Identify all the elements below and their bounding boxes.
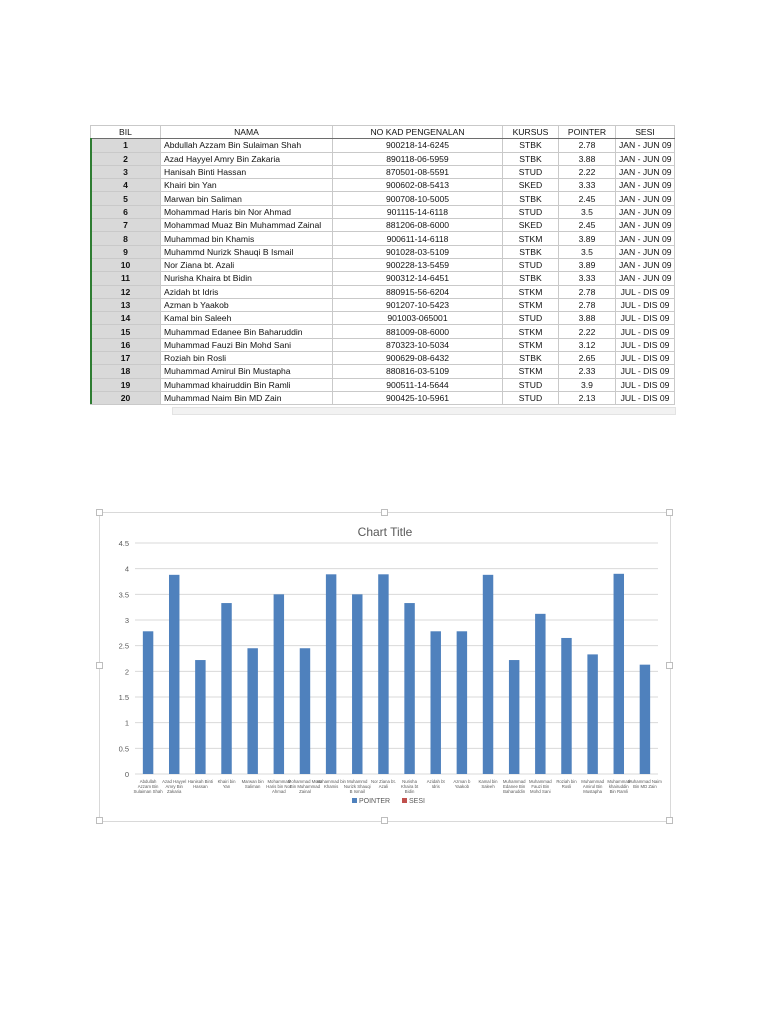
- x-category-label: Muhammd Nurizk Shauqi B Ismail: [343, 779, 371, 794]
- bar-pointer: [300, 648, 310, 774]
- cell-pointer[interactable]: 2.45: [559, 219, 616, 232]
- cell-nama[interactable]: Azidah bt Idris: [161, 285, 333, 298]
- x-category-label: Khairi bin Yan: [217, 779, 236, 789]
- cell-pointer[interactable]: 2.78: [559, 139, 616, 152]
- cell-kursus[interactable]: STUD: [503, 391, 559, 404]
- resize-handle-bottom-left[interactable]: [96, 817, 103, 824]
- header-no-kad[interactable]: NO KAD PENGENALAN: [333, 126, 503, 139]
- cell-bil[interactable]: 2: [91, 152, 161, 165]
- bar-pointer: [326, 574, 336, 774]
- y-tick-label: 3: [124, 616, 129, 625]
- cell-nama[interactable]: Azman b Yaakob: [161, 298, 333, 311]
- table-row: [91, 298, 675, 311]
- resize-handle-bottom[interactable]: [381, 817, 388, 824]
- cell-sesi[interactable]: JUL - DIS 09: [616, 298, 675, 311]
- cell-pointer[interactable]: 2.78: [559, 285, 616, 298]
- cell-bil[interactable]: 15: [91, 325, 161, 338]
- cell-bil[interactable]: 14: [91, 312, 161, 325]
- y-tick-label: 4: [124, 564, 129, 574]
- cell-bil[interactable]: 12: [91, 285, 161, 298]
- cell-nama[interactable]: Mohammad Haris bin Nor Ahmad: [161, 205, 333, 218]
- cell-kursus[interactable]: STUD: [503, 378, 559, 391]
- table-row: [91, 179, 675, 192]
- x-category-label: Hanisah Binti Hassan: [187, 779, 214, 789]
- cell-bil[interactable]: 13: [91, 298, 161, 311]
- cell-pointer[interactable]: 3.9: [559, 378, 616, 391]
- cell-sesi[interactable]: JAN - JUN 09: [616, 205, 675, 218]
- cell-bil[interactable]: 9: [91, 245, 161, 258]
- cell-nama[interactable]: Roziah bin Rosli: [161, 352, 333, 365]
- cell-pointer[interactable]: 3.5: [559, 205, 616, 218]
- cell-bil[interactable]: 16: [91, 338, 161, 351]
- bar-pointer: [143, 631, 153, 774]
- table-row: [91, 352, 675, 365]
- table-row: [91, 378, 675, 391]
- table-row: [91, 272, 675, 285]
- cell-no-kad[interactable]: 881009-08-6000: [333, 325, 503, 338]
- table-row: [91, 205, 675, 218]
- x-category-label: Marwan bin Saliman: [241, 779, 264, 789]
- data-table-region: [90, 125, 674, 405]
- cell-kursus[interactable]: STKM: [503, 325, 559, 338]
- x-category-label: Nor Ziana bt. Azali: [371, 779, 396, 789]
- x-category-label: Nurisha Khaira bt Bidin: [400, 779, 419, 794]
- cell-sesi[interactable]: JAN - JUN 09: [616, 192, 675, 205]
- cell-bil[interactable]: 8: [91, 232, 161, 245]
- cell-kursus[interactable]: SKED: [503, 179, 559, 192]
- table-row: [91, 192, 675, 205]
- cell-sesi[interactable]: JAN - JUN 09: [616, 272, 675, 285]
- cell-sesi[interactable]: JAN - JUN 09: [616, 258, 675, 271]
- bar-pointer: [483, 575, 493, 774]
- cell-no-kad[interactable]: 880816-03-5109: [333, 365, 503, 378]
- header-sesi[interactable]: SESI: [616, 126, 675, 139]
- cell-nama[interactable]: Khairi bin Yan: [161, 179, 333, 192]
- bar-pointer: [247, 648, 257, 774]
- cell-bil[interactable]: 1: [91, 139, 161, 152]
- resize-handle-top-right[interactable]: [666, 509, 673, 516]
- cell-sesi[interactable]: JAN - JUN 09: [616, 179, 675, 192]
- cell-bil[interactable]: 11: [91, 272, 161, 285]
- cell-sesi[interactable]: JAN - JUN 09: [616, 152, 675, 165]
- x-category-label: Azman b Yaakob: [453, 779, 471, 789]
- cell-nama[interactable]: Hanisah Binti Hassan: [161, 165, 333, 178]
- table-row: [91, 232, 675, 245]
- cell-bil[interactable]: 19: [91, 378, 161, 391]
- cell-no-kad[interactable]: 900708-10-5005: [333, 192, 503, 205]
- cell-kursus[interactable]: STKM: [503, 285, 559, 298]
- x-category-label: Mohammad Haris bin Nor Ahmad: [266, 779, 292, 794]
- x-category-label: Muhammad khairuddin Bin Ramli: [607, 779, 631, 794]
- header-nama[interactable]: NAMA: [161, 126, 333, 139]
- cell-kursus[interactable]: STKM: [503, 338, 559, 351]
- x-category-label: Muhammad Fauzi Bin Mohd Sani: [528, 779, 552, 794]
- cell-nama[interactable]: Muhammad Fauzi Bin Mohd Sani: [161, 338, 333, 351]
- y-tick-label: 0.5: [118, 744, 129, 754]
- x-category-label: Azad Hayyel Amry Bin Zakaria: [162, 779, 187, 794]
- cell-sesi[interactable]: JUL - DIS 09: [616, 378, 675, 391]
- cell-kursus[interactable]: STUD: [503, 312, 559, 325]
- cell-sesi[interactable]: JAN - JUN 09: [616, 139, 675, 152]
- bar-pointer: [274, 594, 284, 774]
- cell-pointer[interactable]: 3.33: [559, 272, 616, 285]
- cell-bil[interactable]: 3: [91, 165, 161, 178]
- cell-pointer[interactable]: 3.89: [559, 232, 616, 245]
- cell-no-kad[interactable]: 900602-08-5413: [333, 179, 503, 192]
- table-row: [91, 139, 675, 152]
- x-category-label: Muhammad Edanee Bin Baharuddin: [502, 779, 526, 794]
- cell-nama[interactable]: Muhammad Naim Bin MD Zain: [161, 391, 333, 404]
- cell-pointer[interactable]: 3.12: [559, 338, 616, 351]
- cell-nama[interactable]: Muhammad Edanee Bin Baharuddin: [161, 325, 333, 338]
- cell-no-kad[interactable]: 900218-14-6245: [333, 139, 503, 152]
- x-category-label: Muhammad bin Khamis: [316, 779, 346, 789]
- bar-pointer: [404, 603, 414, 774]
- resize-handle-top-left[interactable]: [96, 509, 103, 516]
- table-row: [91, 152, 675, 165]
- cell-no-kad[interactable]: 881206-08-6000: [333, 219, 503, 232]
- cell-sesi[interactable]: JAN - JUN 09: [616, 219, 675, 232]
- bar-pointer: [587, 654, 597, 774]
- header-kursus[interactable]: KURSUS: [503, 126, 559, 139]
- bar-pointer: [535, 614, 545, 774]
- table-row: [91, 165, 675, 178]
- cell-pointer[interactable]: 3.33: [559, 179, 616, 192]
- bar-pointer: [509, 660, 519, 774]
- cell-pointer[interactable]: 2.13: [559, 391, 616, 404]
- bar-pointer: [195, 660, 205, 774]
- cell-no-kad[interactable]: 900629-08-6432: [333, 352, 503, 365]
- cell-kursus[interactable]: STBK: [503, 192, 559, 205]
- table-header-row: [91, 126, 675, 139]
- cell-nama[interactable]: Muhammad bin Khamis: [161, 232, 333, 245]
- table-row: [91, 325, 675, 338]
- cell-bil[interactable]: 5: [91, 192, 161, 205]
- resize-handle-top[interactable]: [381, 509, 388, 516]
- cell-sesi[interactable]: JUL - DIS 09: [616, 352, 675, 365]
- y-tick-label: 2.5: [118, 641, 129, 651]
- cell-no-kad[interactable]: 870323-10-5034: [333, 338, 503, 351]
- cell-no-kad[interactable]: 880915-56-6204: [333, 285, 503, 298]
- cell-pointer[interactable]: 3.5: [559, 245, 616, 258]
- cell-kursus[interactable]: STBK: [503, 272, 559, 285]
- cell-no-kad[interactable]: 901028-03-5109: [333, 245, 503, 258]
- cell-nama[interactable]: Nor Ziana bt. Azali: [161, 258, 333, 271]
- chart-title: Chart Title: [357, 525, 413, 539]
- resize-handle-left[interactable]: [96, 662, 103, 669]
- legend-swatch-sesi: [402, 798, 407, 803]
- pointer-bar-chart: [100, 513, 670, 821]
- x-category-label: Muhammad Amirul Bin Mustapha: [581, 779, 604, 794]
- cell-no-kad[interactable]: 900511-14-5644: [333, 378, 503, 391]
- cell-bil[interactable]: 6: [91, 205, 161, 218]
- legend-swatch-pointer: [352, 798, 357, 803]
- cell-kursus[interactable]: STKM: [503, 232, 559, 245]
- cell-kursus[interactable]: STBK: [503, 352, 559, 365]
- cell-pointer[interactable]: 3.89: [559, 258, 616, 271]
- cell-nama[interactable]: Mohammad Muaz Bin Muhammad Zainal: [161, 219, 333, 232]
- cell-nama[interactable]: Nurisha Khaira bt Bidin: [161, 272, 333, 285]
- cell-no-kad[interactable]: 901207-10-5423: [333, 298, 503, 311]
- resize-handle-bottom-right[interactable]: [666, 817, 673, 824]
- y-tick-label: 2: [124, 667, 129, 677]
- cell-pointer[interactable]: 3.88: [559, 152, 616, 165]
- table-row: [91, 391, 675, 404]
- table-body: [91, 139, 675, 405]
- table-row: [91, 219, 675, 232]
- cell-sesi[interactable]: JUL - DIS 09: [616, 312, 675, 325]
- cell-nama[interactable]: Muhammad Amirul Bin Mustapha: [161, 365, 333, 378]
- cell-sesi[interactable]: JUL - DIS 09: [616, 391, 675, 404]
- horizontal-scrollbar[interactable]: [172, 407, 676, 415]
- selection-marker: [90, 138, 92, 404]
- cell-sesi[interactable]: JUL - DIS 09: [616, 365, 675, 378]
- cell-pointer[interactable]: 2.65: [559, 352, 616, 365]
- y-tick-label: 1.5: [118, 693, 129, 702]
- cell-kursus[interactable]: STBK: [503, 139, 559, 152]
- cell-no-kad[interactable]: 901115-14-6118: [333, 205, 503, 218]
- cell-kursus[interactable]: STUD: [503, 205, 559, 218]
- cell-kursus[interactable]: STKM: [503, 365, 559, 378]
- table-row: [91, 365, 675, 378]
- bar-pointer: [352, 594, 362, 774]
- cell-pointer[interactable]: 2.22: [559, 165, 616, 178]
- table-row: [91, 245, 675, 258]
- bar-pointer: [640, 665, 650, 774]
- chart-frame[interactable]: [99, 512, 671, 822]
- x-category-label: Roziah bin Rosli: [556, 779, 577, 789]
- cell-nama[interactable]: Marwan bin Saliman: [161, 192, 333, 205]
- bar-pointer: [169, 575, 179, 774]
- bar-pointer: [221, 603, 231, 774]
- cell-kursus[interactable]: STUD: [503, 165, 559, 178]
- x-category-label: Azidah bt Idris: [426, 779, 445, 789]
- legend-label-pointer: POINTER: [359, 798, 391, 805]
- x-category-label: Muhammad Naim Bin MD Zain: [627, 779, 662, 789]
- bar-pointer: [378, 574, 388, 774]
- x-category-label: Abdullah Azzam Bin Sulaiman Shah: [133, 779, 163, 794]
- table-row: [91, 258, 675, 271]
- cell-nama[interactable]: Abdullah Azzam Bin Sulaiman Shah: [161, 139, 333, 152]
- cell-pointer[interactable]: 2.33: [559, 365, 616, 378]
- y-tick-label: 3.5: [118, 590, 129, 600]
- x-category-label: Mohammad Muaz Bin Muhammad Zainal: [287, 779, 323, 794]
- cell-sesi[interactable]: JAN - JUN 09: [616, 165, 675, 178]
- cell-kursus[interactable]: SKED: [503, 219, 559, 232]
- cell-no-kad[interactable]: 890118-06-5959: [333, 152, 503, 165]
- cell-sesi[interactable]: JAN - JUN 09: [616, 232, 675, 245]
- cell-bil[interactable]: 10: [91, 258, 161, 271]
- cell-pointer[interactable]: 2.22: [559, 325, 616, 338]
- y-tick-label: 4.5: [118, 539, 129, 548]
- cell-pointer[interactable]: 3.88: [559, 312, 616, 325]
- cell-kursus[interactable]: STUD: [503, 258, 559, 271]
- cell-nama[interactable]: Azad Hayyel Amry Bin Zakaria: [161, 152, 333, 165]
- bar-pointer: [614, 574, 624, 774]
- table-row: [91, 312, 675, 325]
- header-pointer[interactable]: POINTER: [559, 126, 616, 139]
- cell-bil[interactable]: 20: [91, 391, 161, 404]
- bar-pointer: [457, 631, 467, 774]
- cell-sesi[interactable]: JUL - DIS 09: [616, 338, 675, 351]
- bar-pointer: [561, 638, 571, 774]
- cell-nama[interactable]: Muhammad khairuddin Bin Ramli: [161, 378, 333, 391]
- cell-sesi[interactable]: JUL - DIS 09: [616, 325, 675, 338]
- cell-no-kad[interactable]: 901003-065001: [333, 312, 503, 325]
- cell-no-kad[interactable]: 900425-10-5961: [333, 391, 503, 404]
- cell-no-kad[interactable]: 900611-14-6118: [333, 232, 503, 245]
- cell-no-kad[interactable]: 870501-08-5591: [333, 165, 503, 178]
- table-row: [91, 285, 675, 298]
- cell-kursus[interactable]: STBK: [503, 152, 559, 165]
- cell-no-kad[interactable]: 900312-14-6451: [333, 272, 503, 285]
- legend-label-sesi: SESI: [409, 798, 425, 805]
- cell-no-kad[interactable]: 900228-13-5459: [333, 258, 503, 271]
- cell-pointer[interactable]: 2.78: [559, 298, 616, 311]
- cell-nama[interactable]: Muhammd Nurizk Shauqi B Ismail: [161, 245, 333, 258]
- cell-bil[interactable]: 17: [91, 352, 161, 365]
- cell-sesi[interactable]: JAN - JUN 09: [616, 245, 675, 258]
- cell-bil[interactable]: 7: [91, 219, 161, 232]
- header-bil[interactable]: BIL: [91, 126, 161, 139]
- table-row: [91, 338, 675, 351]
- y-tick-label: 0: [124, 770, 129, 779]
- sheet-footer: [90, 405, 674, 415]
- cell-bil[interactable]: 4: [91, 179, 161, 192]
- cell-pointer[interactable]: 2.45: [559, 192, 616, 205]
- y-tick-label: 1: [124, 718, 129, 728]
- cell-nama[interactable]: Kamal bin Saleeh: [161, 312, 333, 325]
- student-table: [90, 125, 675, 405]
- cell-kursus[interactable]: STKM: [503, 298, 559, 311]
- cell-kursus[interactable]: STBK: [503, 245, 559, 258]
- resize-handle-right[interactable]: [666, 662, 673, 669]
- x-category-label: Kamal bin Saleeh: [478, 779, 498, 789]
- cell-sesi[interactable]: JUL - DIS 09: [616, 285, 675, 298]
- cell-bil[interactable]: 18: [91, 365, 161, 378]
- bar-pointer: [430, 631, 440, 774]
